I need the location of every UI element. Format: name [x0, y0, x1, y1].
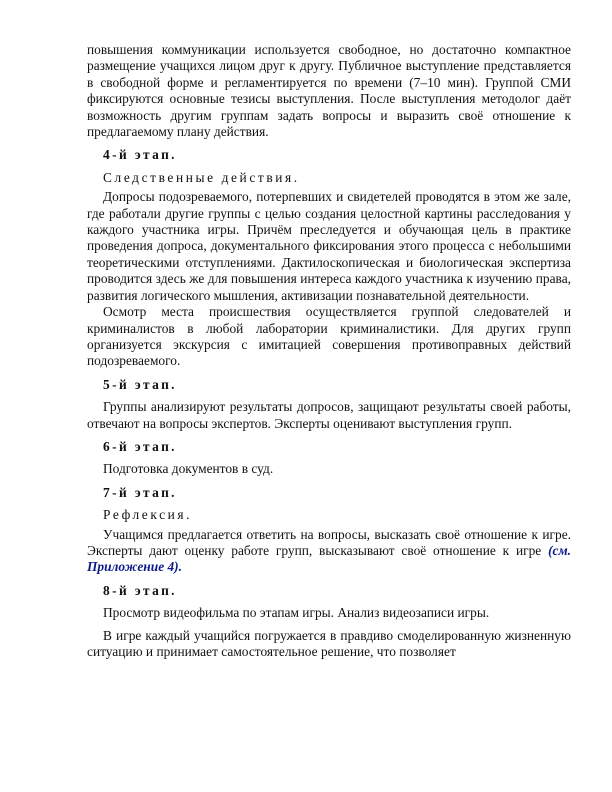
- stage-8-heading: 8-й этап.: [103, 582, 177, 598]
- paragraph-communication: повышения коммуникации используется свободное, но достаточно компактное размещение учащихся лицом друг к другу. Публичное выступление представляется в свободной форме и регламентируется по времени (7–10 мин). Группой СМИ фиксируются основные тезисы выступления. После выступления методолог даёт возможность другим группам задать вопросы и выразить своё отношение к предлагаемому плану действия.: [87, 42, 571, 140]
- stage-4-subtitle: Следственные действия.: [103, 169, 300, 185]
- stage-5-heading: 5-й этап.: [103, 376, 177, 392]
- stage-6-heading: 6-й этап.: [103, 438, 177, 454]
- document-page: [87, 42, 571, 660]
- paragraph-stage-5: Группы анализируют результаты допросов, защищают результаты своей работы, отвечают на вопросы экспертов. Эксперты оценивают выступления групп.: [87, 399, 571, 431]
- stage-7-subtitle: Рефлексия.: [103, 507, 193, 523]
- paragraph-reflection: [87, 527, 571, 576]
- stage-7-heading: 7-й этап.: [103, 484, 177, 500]
- paragraph-crime-scene: Осмотр места происшествия осуществляется группой следователей и криминалистов в любой лаборатории криминалистики. Для других групп организуется экскурсия с имитацией совершения противоправных действий подозреваемого.: [87, 304, 571, 369]
- paragraph-interrogations: Допросы подозреваемого, потерпевших и свидетелей проводятся в этом же зале, где работали другие группы с целью создания целостной картины расследования у каждого участника игры. Причём преследуется и обучающая цель в практике проведения допроса, документального фиксирования этого процесса с небольшими теоретическими отступлениями. Дактилоскопическая и биологическая экспертиза проводится здесь же для повышения интереса каждого участника к изучению права, развития логического мышления, активизации познавательной деятельности.: [87, 189, 571, 303]
- stage-4-heading: 4-й этап.: [103, 147, 177, 163]
- paragraph-conclusion: В игре каждый учащийся погружается в правдиво смоделированную жизненную ситуацию и принимает самостоятельное решение, что позволяет: [87, 627, 571, 659]
- paragraph-stage-8: Просмотр видеофильма по этапам игры. Анализ видеозаписи игры.: [103, 605, 490, 621]
- reflection-text: Учащимся предлагается ответить на вопросы, высказать своё отношение к игре. Эксперты дают оценку работе групп, высказывают своё отношение к игре: [87, 526, 571, 558]
- paragraph-stage-6: Подготовка документов в суд.: [103, 461, 274, 477]
- appendix-reference: (см. Приложение 4).: [87, 542, 571, 575]
